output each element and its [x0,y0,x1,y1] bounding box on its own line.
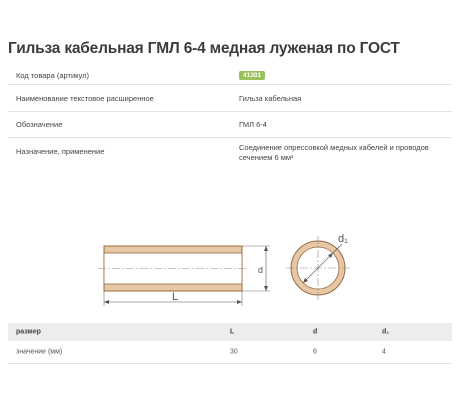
property-value: ГМЛ 6-4 [239,120,267,129]
sleeve-end-view [286,236,350,300]
properties-table [8,66,452,168]
header-d1: d₁ [382,328,390,336]
property-value: Соединение опрессовкой медных кабелей и проводов сечением 6 мм² [239,143,429,162]
sleeve-side-view [98,246,270,306]
label-L: L [172,291,179,303]
dimensions-table [8,323,452,364]
property-key: Наименование текстовое расширенное [16,94,154,103]
value-d1: 4 [382,348,386,356]
property-key: Код товара (артикул) [16,71,89,80]
label-d1: d₁ [338,233,348,245]
property-row-article [8,66,452,85]
dimensions-header [8,323,452,341]
article-badge: 41301 [239,71,265,80]
header-size: размер [16,328,41,336]
property-row-designation [8,112,452,138]
value-d: 6 [313,348,317,356]
header-d: d [313,328,318,336]
property-row-purpose [8,138,452,168]
table-row [8,341,452,364]
property-key: Назначение, применение [16,147,105,156]
property-row-name [8,85,452,112]
row-label: значение (мм) [16,348,63,356]
label-d: d [258,265,264,275]
sleeve-drawing [0,215,461,315]
property-value: Гильза кабельная [239,94,302,103]
value-L: 30 [230,348,238,356]
header-L: L [230,328,235,336]
page-title: Гильза кабельная ГМЛ 6-4 медная луженая по ГОСТ [8,40,400,57]
property-key: Обозначение [16,120,63,129]
